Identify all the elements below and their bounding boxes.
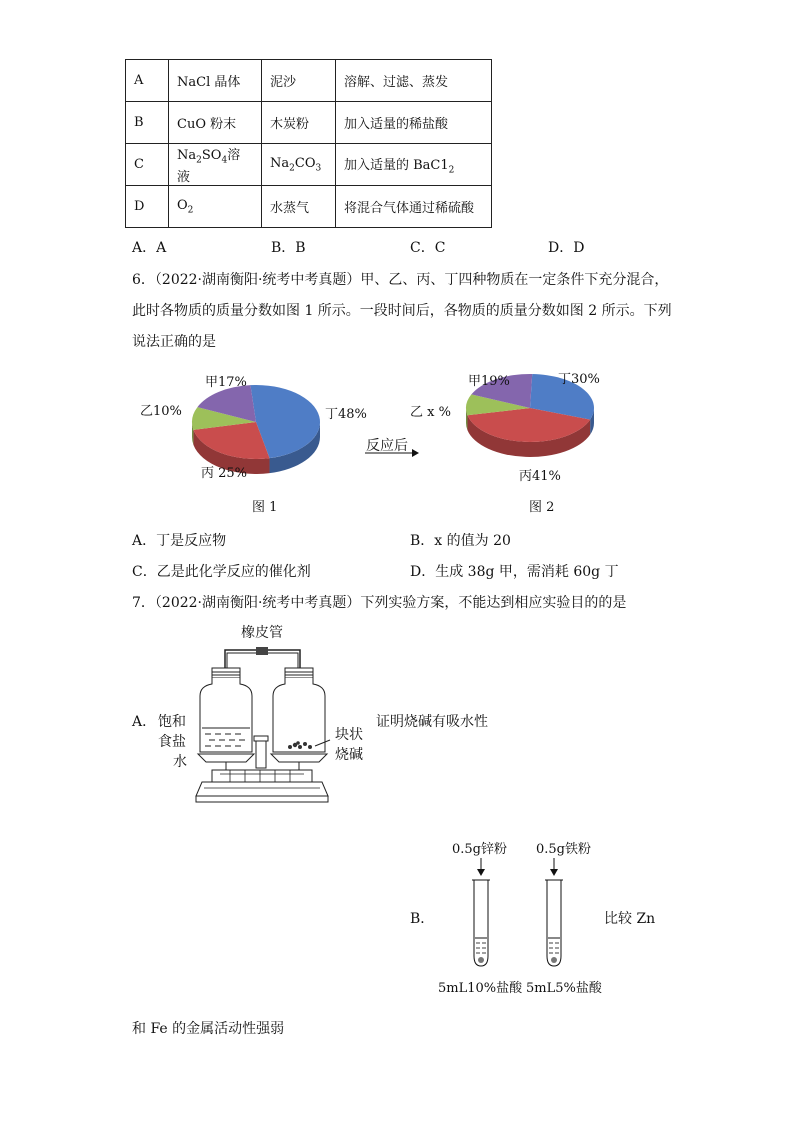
choice-a[interactable]: A．A [132,240,167,256]
q7-choice-a-label[interactable]: A． [132,714,157,730]
q6-stem-line3: 说法正确的是 [132,334,216,350]
choice-b[interactable]: B．B [271,240,306,256]
method-cell: 加入适量的稀盐酸 [336,102,492,144]
pie-chart-1 [192,385,320,474]
impurity-cell: 泥沙 [262,60,336,102]
mixture-cell: $Na_2SO_4$溶液 [169,144,262,186]
q7-a-purpose: 证明烧碱有吸水性 [376,714,488,730]
method-cell: 溶解、过滤、蒸发 [336,60,492,102]
q6-choice-c[interactable]: C．乙是此化学反应的催化剂 [132,564,311,580]
figure2-caption: 图 2 [529,500,555,515]
q6-stem-line1: 6．（2022·湖南衡阳·统考中考真题）甲、乙、丙、丁四种物质在一定条件下充分混合， [132,272,669,288]
q6-stem-line2: 此时各物质的质量分数如图 1 所示。一段时间后，各物质的质量分数如图 2 所示。下列 [132,303,672,319]
mixture-cell: NaCl 晶体 [169,60,262,102]
q7-stem: 7．（2022·湖南衡阳·统考中考真题）下列实验方案，不能达到相应实验目的的是 [132,595,627,611]
row-key: A [126,60,169,102]
mixture-cell: CuO 粉末 [169,102,262,144]
q7-b-purpose-2: 和 Fe 的金属活动性强弱 [132,1021,285,1037]
choice-c[interactable]: C．C [410,240,446,256]
arrow-label: 反应后 [366,438,408,454]
pie2-label-ding: 丁30% [558,372,600,387]
impurity-cell: $Na_2CO_3$ [262,144,336,186]
pie1-label-ding: 丁48% [325,407,367,422]
q6-choice-a[interactable]: A．丁是反应物 [132,533,227,549]
balance-apparatus-figure [190,630,350,815]
rubber-tube-label: 橡皮管 [241,625,283,641]
left-bottle-label-3: 水 [173,754,187,770]
pie2-label-jia: 甲19% [468,374,510,389]
choice-d[interactable]: D．D [548,240,585,256]
figure1-caption: 图 1 [252,500,278,515]
q7-choice-b-label[interactable]: B． [410,911,435,927]
method-cell: 将混合气体通过稀硫酸 [336,186,492,228]
impurity-cell: 水蒸气 [262,186,336,228]
right-bottle-label-1: 块状 [335,727,363,743]
row-key: C [126,144,169,186]
pie1-label-yi: 乙10% [140,404,182,419]
pie1-label-jia: 甲17% [205,375,247,390]
pie2-label-yi: 乙 x % [410,405,451,420]
iron-powder-label: 0.5g铁粉 [536,842,591,857]
right-bottle-label-2: 烧碱 [335,747,363,763]
left-bottle-label-2: 食盐 [158,734,186,750]
test-tubes-figure [460,856,580,971]
left-bottle-label-1: 饱和 [158,714,186,730]
pie2-label-bing: 丙41% [519,469,561,484]
method-cell: 加入适量的 $BaC1_2$ [336,144,492,186]
row-key: D [126,186,169,228]
reaction-arrow-head [412,449,419,457]
acid2-label: 5mL5%盐酸 [526,981,602,996]
mixture-cell: $O_2$ [169,186,262,228]
q6-choice-d[interactable]: D．生成 38g 甲，需消耗 60g 丁 [410,564,619,580]
q7-b-purpose-1: 比较 Zn [604,911,656,927]
pie1-label-bing: 丙 25% [201,466,248,481]
zinc-powder-label: 0.5g锌粉 [452,842,507,857]
q6-choice-b[interactable]: B．x 的值为 20 [410,533,511,549]
row-key: B [126,102,169,144]
impurity-cell: 木炭粉 [262,102,336,144]
acid1-label: 5mL10%盐酸 [438,981,523,996]
